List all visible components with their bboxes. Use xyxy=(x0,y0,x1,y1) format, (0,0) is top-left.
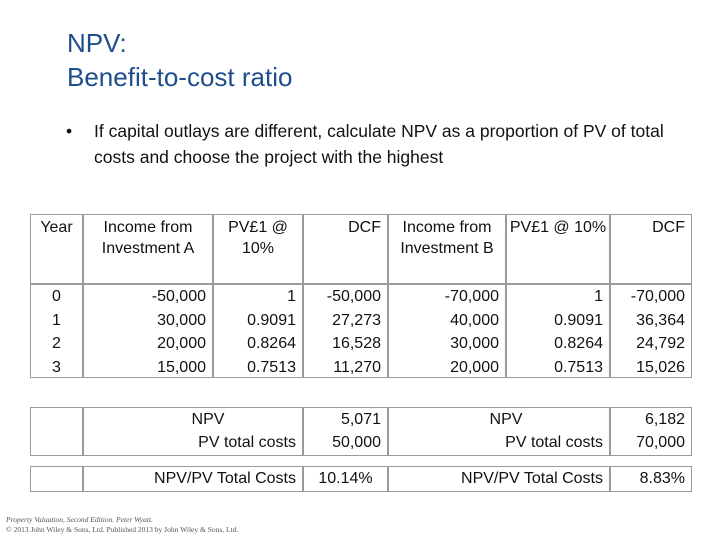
npv-label-cell-b xyxy=(388,407,610,456)
header-income-a: Income from Investment A xyxy=(83,214,213,284)
ratio-label-cell-b xyxy=(388,466,610,492)
bullet-symbol: • xyxy=(66,121,73,141)
footer-line-2: © 2013 John Wiley & Sons, Ltd. Published 2013 by John Wiley & Sons, Ltd. xyxy=(6,525,239,534)
table-cell: 0.8264 xyxy=(554,335,603,352)
table-cell: 1 xyxy=(594,288,603,305)
header-pv-a: PV£1 @ 10% xyxy=(213,214,303,284)
npv-label-b: NPV xyxy=(489,411,523,428)
column-dcf-b xyxy=(610,284,692,378)
footer-citation xyxy=(6,515,238,535)
table-cell: 11,270 xyxy=(333,358,381,376)
npv-label-cell-a xyxy=(83,407,303,456)
ratio-label-cell-a xyxy=(83,466,303,492)
table-cell: -50,000 xyxy=(326,288,381,305)
pv-total-costs-value-b: 70,000 xyxy=(636,434,685,451)
title-line-1: NPV: xyxy=(67,28,127,58)
table-cell: 0.9091 xyxy=(554,311,603,329)
table-cell: 27,273 xyxy=(332,311,381,329)
table-cell: 0.9091 xyxy=(247,311,296,329)
bullet-text: If capital outlays are different, calculate NPV as a proportion of PV of total costs and choose the project with the highest xyxy=(94,121,664,167)
table-cell: -70,000 xyxy=(630,288,685,305)
npv-values-a xyxy=(303,407,388,456)
table-cell: 0.7513 xyxy=(554,358,603,376)
table-cell: 1 xyxy=(52,311,61,329)
ratio-label-a: NPV/PV Total Costs xyxy=(154,470,296,487)
header-dcf-a: DCF xyxy=(303,214,388,284)
table-cell: 2 xyxy=(52,335,61,352)
title-line-2: Benefit-to-cost ratio xyxy=(67,62,293,92)
table-cell: 3 xyxy=(52,358,61,376)
table-cell: 15,000 xyxy=(157,358,206,376)
ratio-value-a: 10.14% xyxy=(318,470,373,487)
table-cell: 0.8264 xyxy=(247,335,296,352)
table-cell: 0.7513 xyxy=(247,358,296,376)
summary-spacer-left xyxy=(30,407,83,456)
npv-value-a: 5,071 xyxy=(340,411,381,428)
npv-value-b: 6,182 xyxy=(644,411,685,428)
pv-total-costs-label-a: PV total costs xyxy=(198,434,296,451)
pv-total-costs-label-b: PV total costs xyxy=(505,434,603,451)
table-cell: -70,000 xyxy=(444,288,499,305)
column-dcf-a xyxy=(303,284,388,378)
table-cell: 24,792 xyxy=(636,335,685,352)
ratio-value-cell-a xyxy=(303,466,388,492)
table-cell: 0 xyxy=(52,288,61,305)
header-dcf-b: DCF xyxy=(610,214,692,284)
table-cell: 20,000 xyxy=(450,358,499,376)
table-cell: 16,528 xyxy=(332,335,381,352)
column-year xyxy=(30,284,83,378)
table-cell: 15,026 xyxy=(636,358,685,376)
slide-title xyxy=(67,26,292,94)
ratio-spacer-left xyxy=(30,466,83,492)
table-cell: 30,000 xyxy=(450,335,499,352)
npv-values-b xyxy=(610,407,692,456)
table-cell: 30,000 xyxy=(157,311,206,329)
header-income-b: Income from Investment B xyxy=(388,214,506,284)
column-income-b xyxy=(388,284,506,378)
column-income-a xyxy=(83,284,213,378)
ratio-label-b: NPV/PV Total Costs xyxy=(461,470,603,487)
footer-line-1: Property Valuation, Second Edition. Peter Wyatt. xyxy=(6,515,153,524)
column-pv-a xyxy=(213,284,303,378)
table-cell: 40,000 xyxy=(450,311,499,329)
ratio-value-b: 8.83% xyxy=(639,470,685,487)
ratio-value-cell-b xyxy=(610,466,692,492)
table-cell: -50,000 xyxy=(151,288,206,305)
header-pv-b: PV£1 @ 10% xyxy=(506,214,610,284)
table-cell: 1 xyxy=(287,288,296,305)
header-year: Year xyxy=(30,214,83,284)
table-cell: 20,000 xyxy=(157,335,206,352)
npv-label-a: NPV xyxy=(191,411,225,428)
pv-total-costs-value-a: 50,000 xyxy=(332,434,381,451)
table-cell: 36,364 xyxy=(636,311,685,329)
column-pv-b xyxy=(506,284,610,378)
